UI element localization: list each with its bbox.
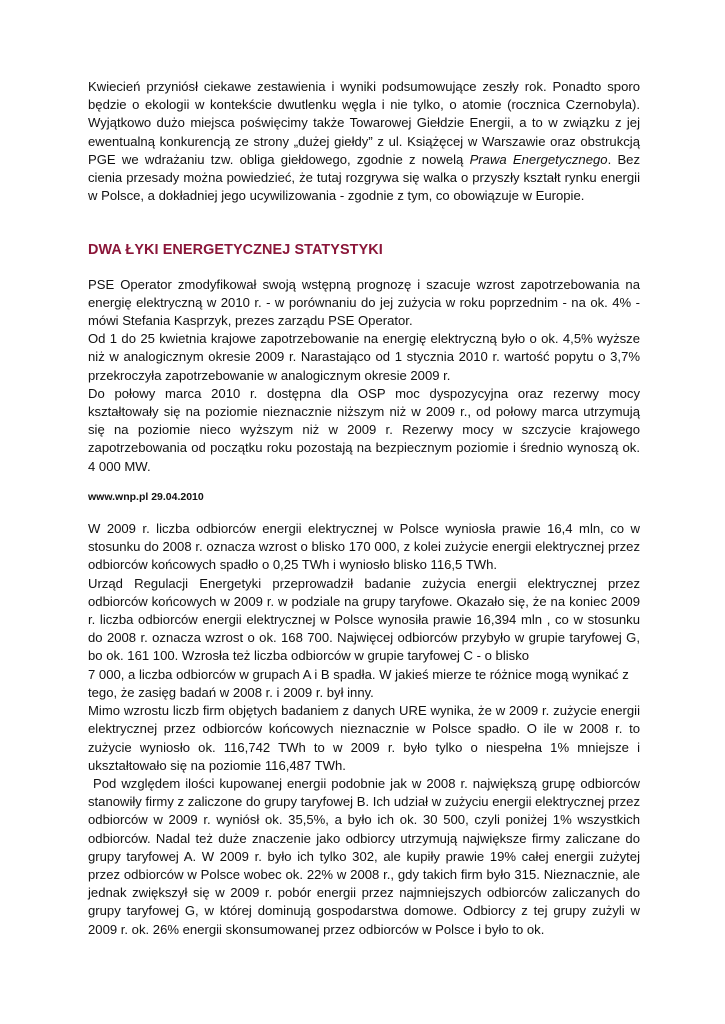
section-heading: DWA ŁYKI ENERGETYCZNEJ STATYSTYKI bbox=[88, 242, 383, 259]
article2-paragraph-5: Pod względem ilości kupowanej energii podobnie jak w 2008 r. największą grupę odbiorców stanowiły firmy z zaliczone do grupy taryfowej B. Ich udział w zużyciu energii elektrycznej przez odbiorców w 2009 r. wyniósł ok. 35,5%, a było ich ok. 30 500, czyli poniżej 1% wszystkich odbiorców. Nadal też duże znaczenie jako odbiorcy utrzymują największe firmy zaliczane do grupy taryfowej A. W 2009 r. było ich tylko 302, ale kupiły prawie 19% całej energii zużytej przez odbiorców w Polsce wobec ok. 22% w 2008 r., gdy takich firm było 315. Nieznacznie, ale jednak zwiększył się w 2009 r. pobór energii przez najmniejszych odbiorców zaliczanych do grupy taryfowej G, w której dominują gospodarstwa domowe. Odbiorcy z tej grupy zużyli w 2009 r. ok. 26% energii skonsumowanej przez odbiorców w Polsce i było to ok. bbox=[88, 775, 644, 937]
article2-paragraph-1: W 2009 r. liczba odbiorców energii elektrycznej w Polsce wyniosła prawie 16,4 mln, co w stosunku do 2008 r. oznacza wzrost o blisko 170 000, z kolei zużycie energii elektrycznej przez odbiorców końcowych spadło o 0,25 TWh i wyniosło blisko 116,5 TWh. bbox=[88, 521, 640, 573]
article2-paragraph-4: Mimo wzrostu liczb firm objętych badaniem z danych URE wynika, że w 2009 r. zużycie energii elektrycznej przez odbiorców końcowych nieznacznie w Polsce spadło. O ile w 2008 r. to zużycie wyniosło ok. 116,742 TWh to w 2009 r. było tylko o niespełna 1% mniejsze i ukształtowało się na poziomie 116,487 TWh. bbox=[88, 703, 640, 773]
article1-source: www.wnp.pl 29.04.2010 bbox=[88, 490, 204, 503]
article1-paragraph-3: Do połowy marca 2010 r. dostępna dla OSP moc dyspozycyjna oraz rezerwy mocy kształtowały się na poziomie nieznacznie niższym niż w 2009 r., od połowy marca utrzymują się na poziomie nieco wyższym niż w 2009 r. Rezerwy mocy w szczycie krajowego zapotrzebowania od początku roku pozostają na bezpiecznym poziomie i średnio wynoszą ok. 4 000 MW. bbox=[88, 385, 640, 474]
intro-paragraph bbox=[88, 78, 640, 205]
intro-text: Kwiecień przyniósł ciekawe zestawienia i wyniki podsumowujące zeszły rok. Ponadto sporo będzie o ekologii w kontekście dwutlenku węgla i nie tylko, o atomie (rocznica Czernobyla). Wyjątkowo dużo miejsca poświęcimy także Towarowej Giełdzie Energii, a to w związku z jej ewentualną konkurencją ze strony „dużej giełdy” z ul. Książęcej w Warszawie oraz obstrukcją PGE we wdrażaniu tzw. obliga giełdowego, zgodnie z nowelą bbox=[88, 79, 640, 167]
intro-text-end: . Bez cienia przesady można powiedzieć, że tutaj rozgrywa się walka o przyszły kształt rynku energii w Polsce, a dokładniej jego ucywilizowania - zgodnie z tym, co obowiązuje w Europie. bbox=[88, 151, 641, 204]
article2-paragraph-2: Urząd Regulacji Energetyki przeprowadził badanie zużycia energii elektrycznej przez odbiorców końcowych w 2009 r. w podziale na grupy taryfowe. Okazało się, że na koniec 2009 r. liczba odbiorców energii elektrycznej w Polsce wynosiła prawie 16,394 mln , co w stosunku do 2008 r. oznacza wzrost o ok. 168 700. Najwięcej odbiorców przybyło w grupie taryfowej G, bo ok. 161 100. Wzrosła też liczba odbiorców w grupie taryfowej C - o blisko bbox=[88, 575, 640, 664]
intro-italic-law: Prawa Energetycznego bbox=[469, 151, 608, 167]
article1-paragraph-1: PSE Operator zmodyfikował swoją wstępną prognozę i szacuje wzrost zapotrzebowania na energię elektryczną w 2010 r. - w porównaniu do jej zużycia w roku poprzednim - na ok. 4% - mówi Stefania Kasprzyk, prezes zarządu PSE Operator. bbox=[88, 276, 640, 329]
article1-paragraph-2: Od 1 do 25 kwietnia krajowe zapotrzebowanie na energię elektryczną było o ok. 4,5% wyższe niż w analogicznym okresie 2009 r. Narastająco od 1 stycznia 2010 r. wartość popytu o 3,7% przekroczyła zapotrzebowanie w analogicznym okresie 2009 r. bbox=[88, 331, 640, 383]
article2-paragraph-3: 7 000, a liczba odbiorców w grupach A i B spadła. W jakieś mierze te różnice mogą wynikać z tego, że zasięg badań w 2008 r. i 2009 r. był inny. bbox=[88, 666, 629, 700]
document-page bbox=[88, 78, 644, 939]
